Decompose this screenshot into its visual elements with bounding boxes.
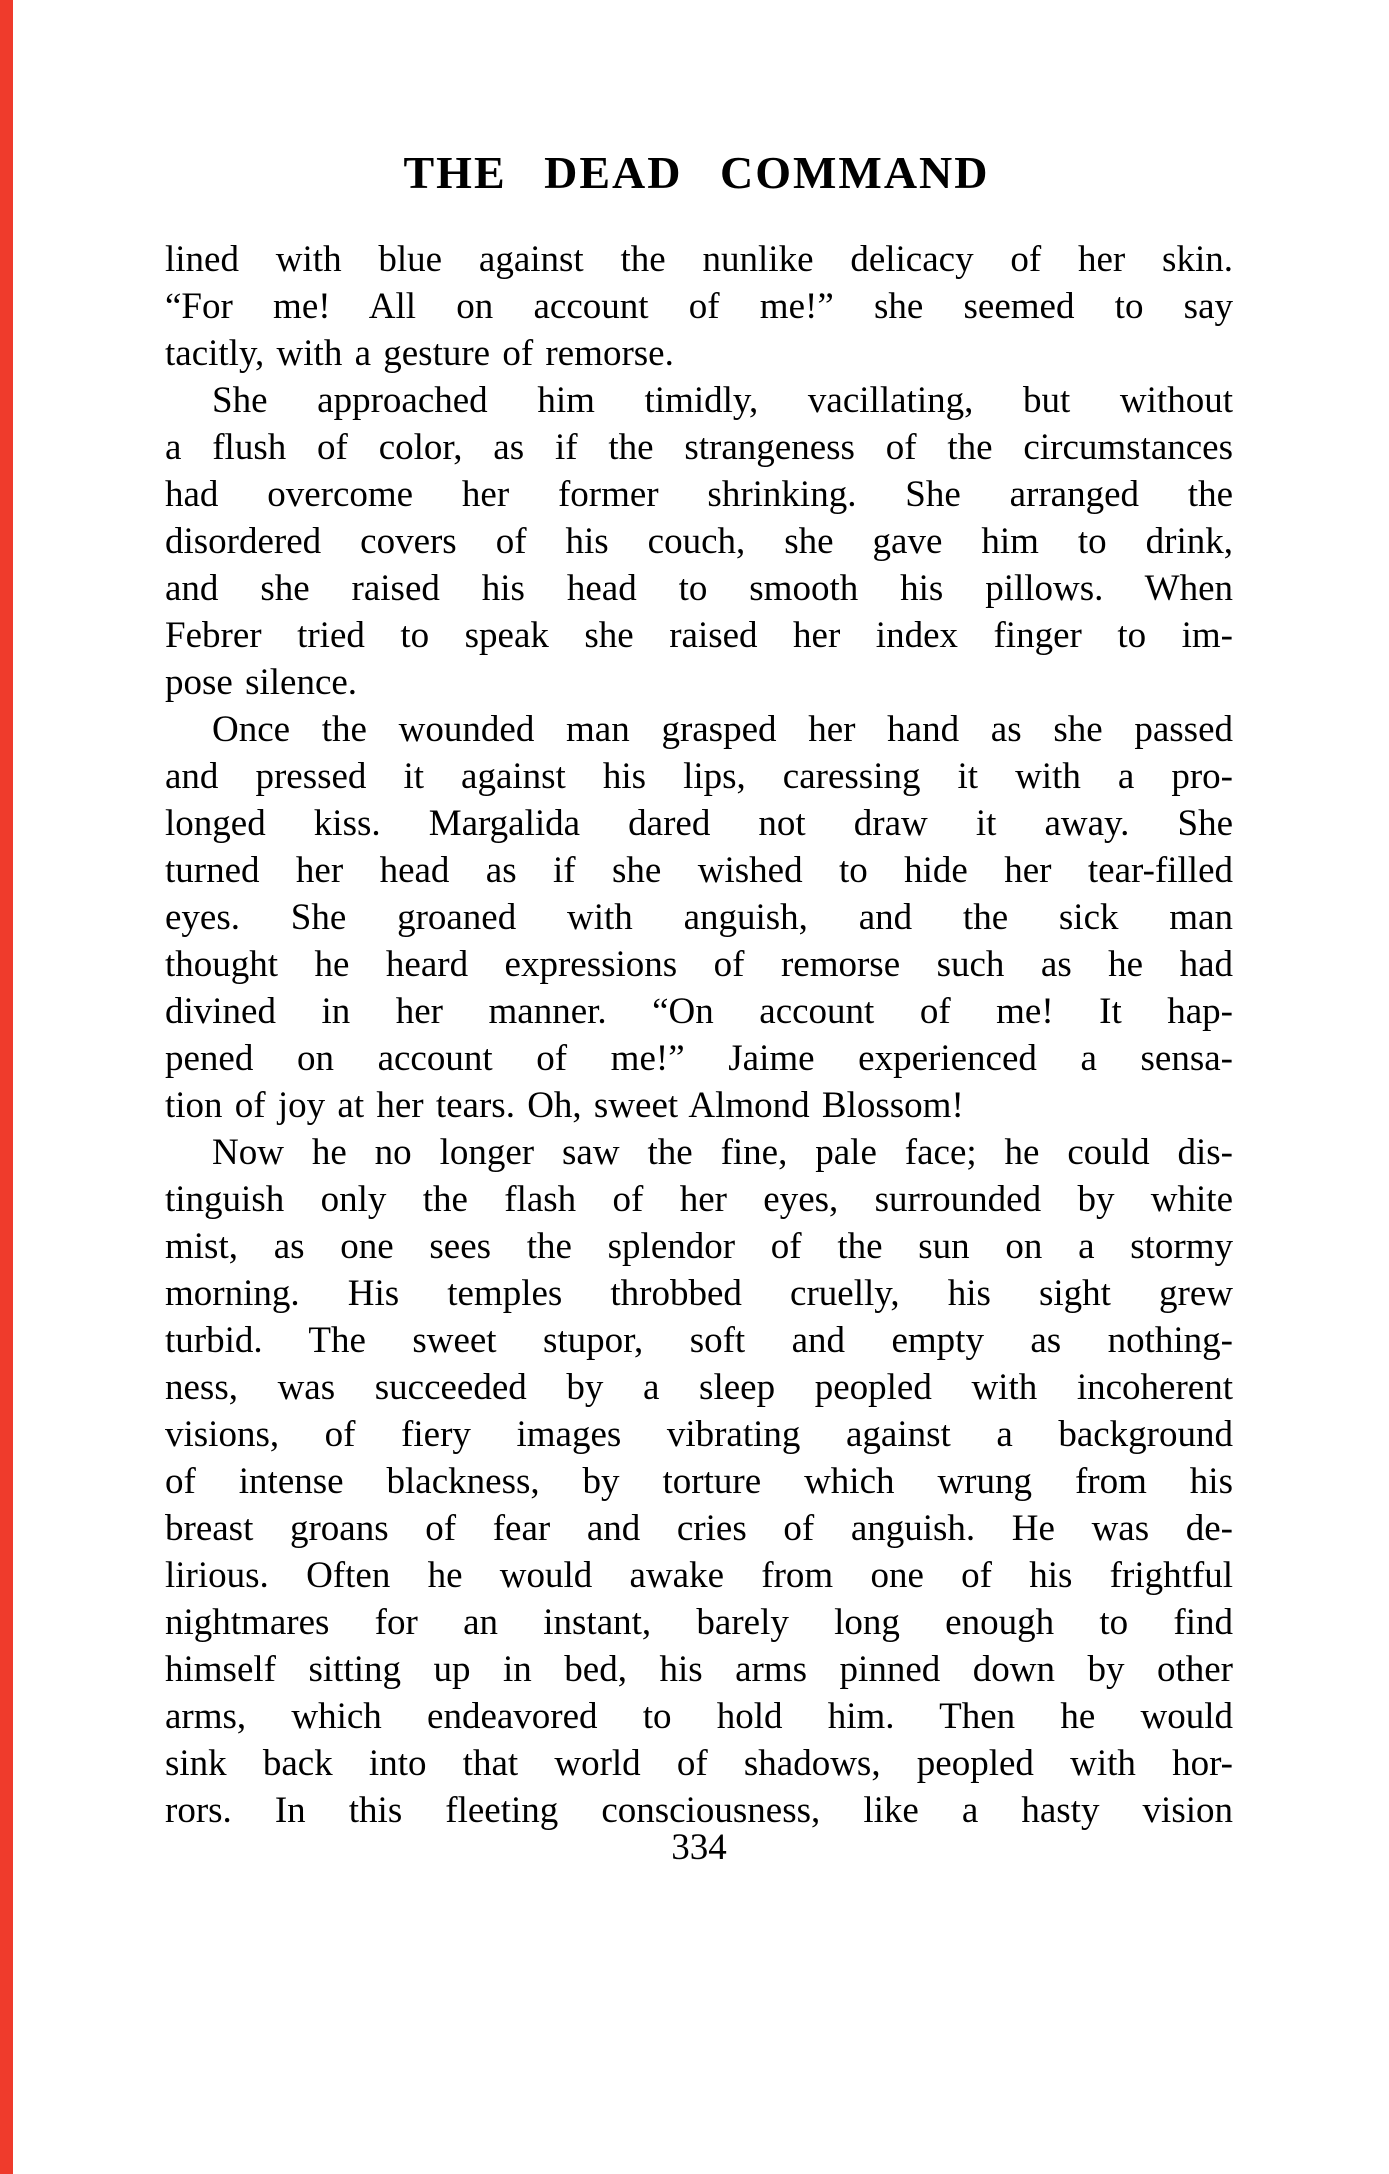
text-line: of intense blackness, by torture which wrung from his (165, 1461, 1233, 1502)
text-line: tacitly, with a gesture of remorse. (165, 333, 674, 374)
text-line: arms, which endeavored to hold him. Then he would (165, 1696, 1233, 1737)
text-line: had overcome her former shrinking. She arranged the (165, 474, 1233, 515)
text-line: mist, as one sees the splendor of the sun on a stormy (165, 1226, 1233, 1267)
text-line: turned her head as if she wished to hide her tear-filled (165, 850, 1233, 891)
text-line: lirious. Often he would awake from one of his frightful (165, 1555, 1233, 1596)
text-line: Now he no longer saw the fine, pale face; he could dis- (212, 1132, 1233, 1173)
text-line: breast groans of fear and cries of anguish. He was de- (165, 1508, 1233, 1549)
page-title: THE DEAD COMMAND (403, 147, 990, 198)
text-line: tion of joy at her tears. Oh, sweet Almond Blossom! (165, 1085, 964, 1126)
text-line: himself sitting up in bed, his arms pinned down by other (165, 1649, 1233, 1690)
text-line: nightmares for an instant, barely long enough to find (165, 1602, 1233, 1643)
page-number: 334 (671, 1827, 727, 1868)
text-line: ness, was succeeded by a sleep peopled with incoherent (165, 1367, 1233, 1408)
scan-edge-color-bar (0, 0, 13, 2174)
text-line: turbid. The sweet stupor, soft and empty as nothing- (165, 1320, 1233, 1361)
text-line: She approached him timidly, vacillating, but without (212, 380, 1233, 421)
text-line: longed kiss. Margalida dared not draw it away. She (165, 803, 1233, 844)
text-line: pose silence. (165, 662, 358, 703)
text-line: tinguish only the flash of her eyes, surrounded by white (165, 1179, 1233, 1220)
text-line: rors. In this fleeting consciousness, like a hasty vision (165, 1790, 1233, 1831)
text-line: disordered covers of his couch, she gave him to drink, (165, 521, 1233, 562)
text-line: a flush of color, as if the strangeness of the circumstances (165, 427, 1233, 468)
body-text (165, 236, 1233, 1834)
text-line: thought he heard expressions of remorse such as he had (165, 944, 1233, 985)
text-line: and pressed it against his lips, caressing it with a pro- (165, 756, 1233, 797)
text-line: Once the wounded man grasped her hand as she passed (212, 709, 1233, 750)
text-line: sink back into that world of shadows, peopled with hor- (165, 1743, 1233, 1784)
text-line: visions, of fiery images vibrating against a background (165, 1414, 1233, 1455)
text-line: eyes. She groaned with anguish, and the sick man (165, 897, 1233, 938)
text-line: pened on account of me!” Jaime experienced a sensa- (165, 1038, 1233, 1079)
text-line: morning. His temples throbbed cruelly, his sight grew (165, 1273, 1233, 1314)
text-line: lined with blue against the nunlike delicacy of her skin. (165, 239, 1233, 280)
text-line: Febrer tried to speak she raised her index finger to im- (165, 615, 1233, 656)
text-line: and she raised his head to smooth his pillows. When (165, 568, 1233, 609)
text-line: divined in her manner. “On account of me! It hap- (165, 991, 1233, 1032)
text-line: “For me! All on account of me!” she seemed to say (165, 286, 1233, 327)
